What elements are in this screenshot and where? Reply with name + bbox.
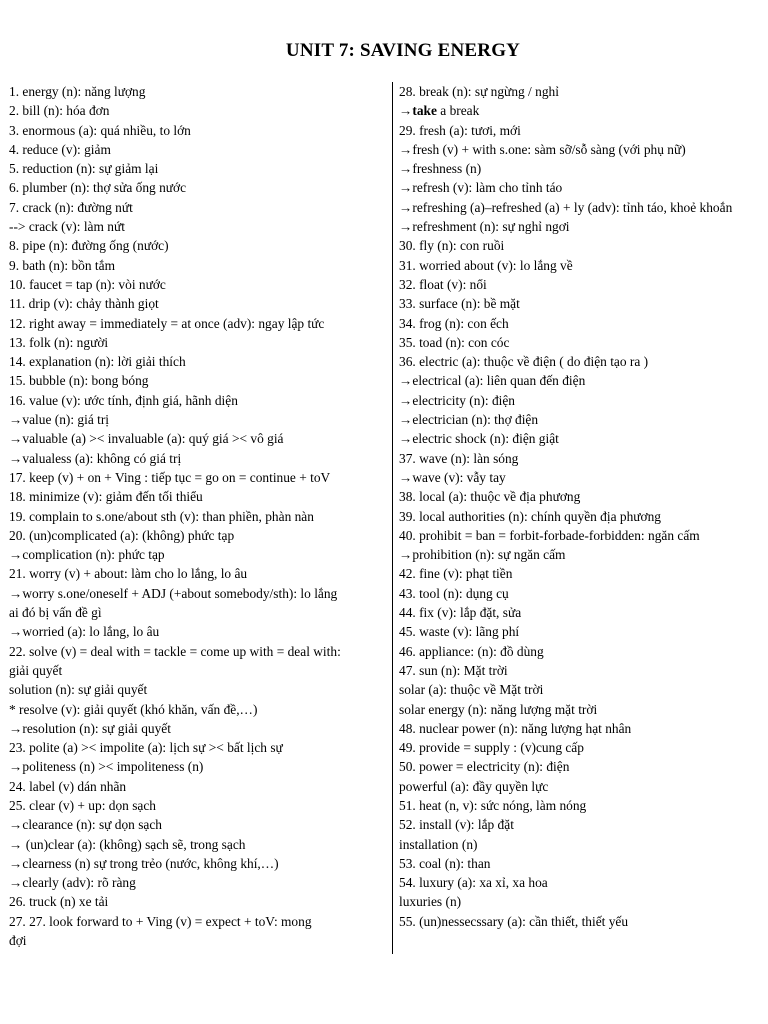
vocab-line: 3. enormous (a): quá nhiều, to lớn — [9, 122, 191, 138]
vocab-line: →worry s.one/oneself + ADJ (+about somebody/sth): lo lắng — [9, 585, 338, 601]
right-vocabulary-column — [399, 82, 761, 931]
vocab-line: 42. fine (v): phạt tiền — [399, 566, 513, 582]
page-title: UNIT 7: SAVING ENERGY — [285, 40, 521, 61]
vocab-line: 23. polite (a) >< impolite (a): lịch sự >< bất lịch sự — [9, 740, 283, 756]
vocab-line: → (un)clear (a): (không) sạch sẽ, trong sạch — [9, 836, 246, 852]
vocab-line: →worried (a): lo lắng, lo âu — [9, 624, 160, 640]
vocab-line: 2. bill (n): hóa đơn — [9, 103, 110, 119]
vocab-line: 30. fly (n): con ruồi — [399, 238, 505, 254]
vocab-line: 40. prohibit = ban = forbit-forbade-forbidden: ngăn cấm — [399, 527, 700, 543]
vocab-line: 8. pipe (n): đường ống (nước) — [9, 238, 169, 254]
vocab-line: →electrician (n): thợ điện — [399, 412, 539, 428]
vocab-line: →politeness (n) >< impoliteness (n) — [9, 759, 204, 775]
vocab-line: 51. heat (n, v): sức nóng, làm nóng — [399, 797, 587, 813]
vocab-line: →valuable (a) >< invaluable (a): quý giá >< vô giá — [9, 431, 284, 447]
vocab-line: →electric shock (n): điện giật — [399, 431, 559, 447]
vocab-line: 29. fresh (a): tươi, mới — [399, 122, 521, 138]
vocab-line: 45. waste (v): lãng phí — [399, 624, 520, 640]
vocab-line: 21. worry (v) + about: làm cho lo lắng, lo âu — [9, 566, 248, 582]
vocab-line: 44. fix (v): lắp đặt, sửa — [399, 605, 522, 621]
arrow-text: → — [399, 103, 413, 119]
vocab-line: 18. minimize (v): giảm đến tối thiểu — [9, 489, 203, 505]
vocab-line: 50. power = electricity (n): điện — [399, 759, 570, 775]
vocab-line: 47. sun (n): Mặt trời — [399, 662, 508, 678]
vocab-line: 16. value (v): ước tính, định giá, hãnh diện — [9, 392, 238, 408]
vocab-line: →value (n): giá trị — [9, 412, 110, 428]
vocab-line: 13. folk (n): người — [9, 334, 109, 350]
vocab-line: 31. worried about (v): lo lắng về — [399, 257, 573, 273]
vocab-line: solution (n): sự giải quyết — [9, 682, 148, 698]
vocab-line: →clearance (n): sự dọn sạch — [9, 817, 162, 833]
vocab-line: 20. (un)complicated (a): (không) phức tạp — [9, 527, 235, 543]
vocab-line: 26. truck (n) xe tải — [9, 894, 109, 910]
vocab-line: →refreshing (a)–refreshed (a) + ly (adv): tỉnh táo, khoẻ khoắn — [399, 199, 733, 215]
vocab-line: 34. frog (n): con ếch — [399, 315, 509, 331]
vocab-line: 10. faucet = tap (n): vòi nước — [9, 276, 166, 292]
vocab-line: 17. keep (v) + on + Ving : tiếp tục = go on = continue + toV — [9, 469, 331, 485]
vocab-line: solar energy (n): năng lượng mặt trời — [399, 701, 598, 717]
vocab-line: →refresh (v): làm cho tỉnh táo — [399, 180, 563, 196]
vocab-line: powerful (a): đầy quyền lực — [399, 778, 549, 794]
vocab-line: 24. label (v) dán nhãn — [9, 778, 127, 794]
left-vocabulary-column — [9, 82, 390, 950]
vocab-line: 1. energy (n): năng lượng — [9, 84, 146, 99]
vocab-line: 4. reduce (v): giảm — [9, 141, 111, 157]
vocab-line: * resolve (v): giải quyết (khó khăn, vấn đề,…) — [9, 701, 258, 717]
vocab-line: →resolution (n): sự giải quyết — [9, 720, 171, 736]
vocab-line: solar (a): thuộc về Mặt trời — [399, 682, 544, 698]
vocab-line: →electricity (n): điện — [399, 392, 516, 408]
vocab-line: 9. bath (n): bồn tắm — [9, 257, 115, 273]
vocab-line: 37. wave (n): làn sóng — [399, 450, 519, 466]
vocab-line: 46. appliance: (n): đồ dùng — [399, 643, 544, 659]
vocab-line: 14. explanation (n): lời giải thích — [9, 354, 186, 370]
line-rest: a break — [436, 103, 480, 119]
vocab-line: 53. coal (n): than — [399, 855, 491, 871]
vocab-line: 19. complain to s.one/about sth (v): than phiền, phàn nàn — [9, 508, 314, 524]
vocab-line — [399, 101, 761, 120]
vocab-line: luxuries (n) — [399, 894, 462, 910]
vocab-line: 39. local authorities (n): chính quyền địa phương — [399, 508, 662, 524]
vocab-line: 12. right away = immediately = at once (adv): ngay lập tức — [9, 315, 325, 331]
vocab-line: 7. crack (n): đường nứt — [9, 199, 133, 215]
column-divider — [392, 82, 393, 954]
vocab-line: 25. clear (v) + up: dọn sạch — [9, 797, 156, 813]
vocab-line: 38. local (a): thuộc về địa phương — [399, 489, 581, 505]
vocab-line: 6. plumber (n): thợ sửa ống nước — [9, 180, 187, 196]
vocab-line: →valualess (a): không có giá trị — [9, 450, 182, 466]
vocab-line: →clearly (adv): rõ ràng — [9, 875, 136, 891]
vocab-line: 33. surface (n): bề mặt — [399, 296, 520, 312]
vocab-line: đợi — [9, 933, 27, 949]
bold-word: take — [412, 103, 437, 119]
vocab-line: installation (n) — [399, 836, 478, 852]
vocab-line: →wave (v): vẫy tay — [399, 469, 506, 485]
vocab-line: 35. toad (n): con cóc — [399, 334, 510, 350]
vocab-line: 28. break (n): sự ngừng / nghỉ — [399, 84, 559, 99]
vocab-line: 32. float (v): nổi — [399, 276, 487, 292]
vocab-line: 15. bubble (n): bong bóng — [9, 373, 149, 389]
vocab-line: 36. electric (a): thuộc về điện ( do điện tạo ra ) — [399, 354, 649, 370]
vocab-line: 49. provide = supply : (v)cung cấp — [399, 740, 584, 756]
vocab-line: →clearness (n) sự trong trẻo (nước, không khí,…) — [9, 855, 279, 871]
vocab-line: 55. (un)nessecssary (a): cần thiết, thiết yếu — [399, 913, 629, 929]
vocab-line: 54. luxury (a): xa xỉ, xa hoa — [399, 875, 548, 891]
vocab-line: 5. reduction (n): sự giảm lại — [9, 161, 159, 177]
vocab-line: →complication (n): phức tạp — [9, 547, 165, 563]
vocab-line: 48. nuclear power (n): năng lượng hạt nhân — [399, 720, 632, 736]
vocab-line: ai đó bị vấn đề gì — [9, 605, 102, 621]
vocab-line: 11. drip (v): chảy thành giọt — [9, 296, 159, 312]
vocab-line: giải quyết — [9, 662, 63, 678]
vocab-line: →freshness (n) — [399, 161, 482, 177]
vocab-line: →fresh (v) + with s.one: sàm sỡ/sỗ sàng (với phụ nữ) — [399, 141, 686, 157]
vocab-line: 22. solve (v) = deal with = tackle = come up with = deal with: — [9, 643, 341, 659]
vocab-line: 43. tool (n): dụng cụ — [399, 585, 509, 601]
vocab-line: 52. install (v): lắp đặt — [399, 817, 514, 833]
vocab-line: --> crack (v): làm nứt — [9, 219, 125, 235]
vocab-line: 27. 27. look forward to + Ving (v) = expect + toV: mong — [9, 913, 312, 929]
vocab-line: →electrical (a): liên quan đến điện — [399, 373, 586, 389]
vocab-line: →refreshment (n): sự nghỉ ngơi — [399, 219, 570, 235]
vocab-line: →prohibition (n): sự ngăn cấm — [399, 547, 566, 563]
